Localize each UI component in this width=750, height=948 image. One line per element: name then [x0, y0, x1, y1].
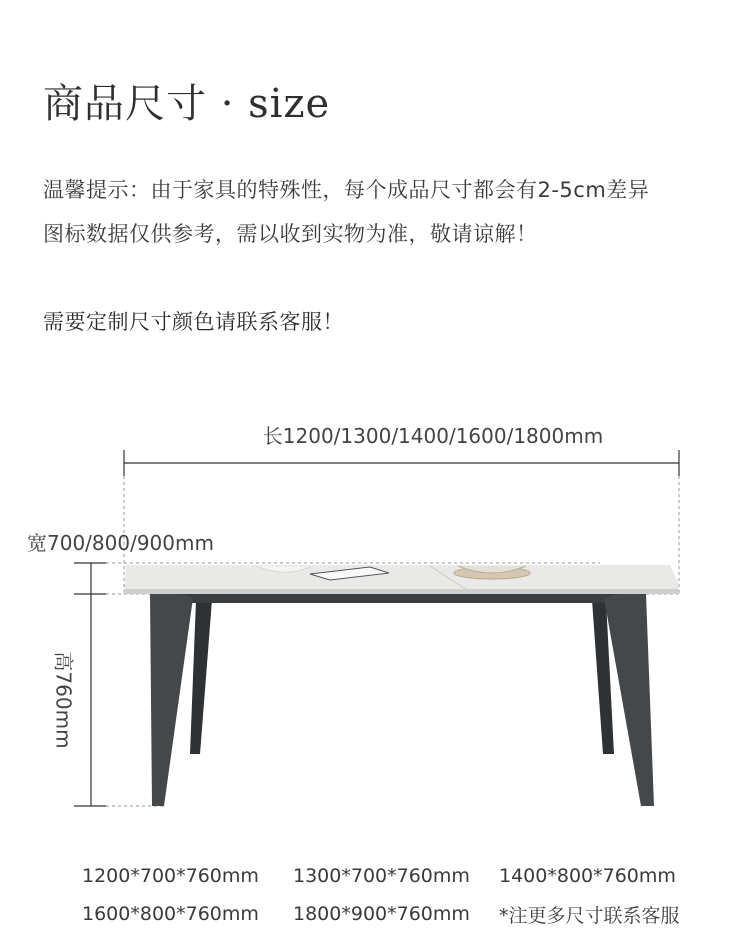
- width-dimension-label: 宽700/800/900mm: [27, 531, 214, 555]
- size-options: [82, 857, 732, 933]
- size-row: [82, 857, 732, 895]
- custom-request-text: 需要定制尺寸颜色请联系客服！: [43, 310, 344, 334]
- table-illustration: [124, 565, 679, 806]
- length-dimension-label: 长1200/1300/1400/1600/1800mm: [262, 424, 604, 448]
- tabletop-edge: [124, 589, 679, 594]
- size-option: 1200*700*760mm: [82, 865, 259, 887]
- height-dimension-label: 高760mm: [51, 651, 76, 749]
- table-leg-back-left: [190, 600, 212, 754]
- table-leg-front-right: [604, 593, 654, 806]
- size-option: 1300*700*760mm: [293, 865, 470, 887]
- width-dimension-line: [74, 563, 106, 594]
- dimension-guides: [106, 476, 679, 806]
- notice-line-1: 温馨提示：由于家具的特殊性，每个成品尺寸都会有2-5cm差异: [43, 178, 650, 202]
- contact-service-note: *注更多尺寸联系客服: [499, 904, 680, 927]
- size-row: [82, 895, 732, 933]
- length-dimension-line: [124, 450, 679, 476]
- table-leg-front-left: [150, 593, 193, 806]
- size-option: 1600*800*760mm: [82, 903, 259, 925]
- size-option: 1800*900*760mm: [293, 903, 470, 925]
- tabletop: [124, 565, 679, 593]
- size-option: 1400*800*760mm: [499, 865, 676, 887]
- page-title: 商品尺寸 · size: [43, 81, 331, 127]
- notice-line-2: 图标数据仅供参考，需以收到实物为准，敬请谅解！: [43, 222, 538, 246]
